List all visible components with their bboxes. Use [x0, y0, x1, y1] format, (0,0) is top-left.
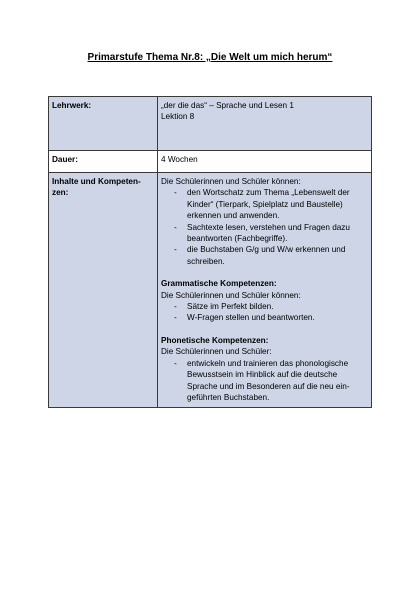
list-item: - entwickeln und trainieren das phonologische Bewusstsein im Hinblick auf die deutsche Sprache und im Besonderen auf die neu ein-geführten Buchstaben. [161, 358, 369, 404]
competences-intro: Die Schülerinnen und Schüler können: [161, 177, 301, 186]
list-item: - Sachtexte lesen, verstehen und Fragen dazu beantworten (Fachbegriffe). [161, 222, 369, 245]
list-item: - Sätze im Perfekt bilden. [161, 301, 369, 312]
table-row-lehrwerk [49, 97, 372, 151]
table-row-inhalte [49, 173, 372, 408]
list-item: - den Wortschatz zum Thema „Lebenswelt der Kinder“ (Tierpark, Spielplatz und Baustelle) erkennen und anwenden. [161, 187, 369, 221]
phonetic-list [161, 358, 369, 404]
table-row-dauer [49, 151, 372, 173]
grammar-list [161, 301, 369, 324]
lehrwerk-lesson: Lektion 8 [161, 112, 195, 122]
lehrwerk-value [158, 97, 372, 151]
phonetic-heading: Phonetische Kompetenzen: [161, 335, 269, 345]
curriculum-table [48, 96, 372, 408]
list-item: - die Buchstaben G/g und W/w erkennen und schreiben. [161, 244, 369, 267]
inhalte-label [49, 173, 158, 408]
lehrwerk-book: „der die das“ – Sprache und Lesen 1 [161, 101, 294, 110]
phonetic-intro: Die Schülerinnen und Schüler: [161, 347, 272, 357]
dauer-label: Dauer: [49, 151, 158, 173]
dauer-value: 4 Wochen [158, 151, 372, 173]
competences-list [161, 187, 369, 267]
grammar-heading: Grammatische Kompetenzen: [161, 279, 277, 289]
grammar-intro: Die Schülerinnen und Schüler können: [161, 290, 301, 300]
inhalte-label-line2: zen: [52, 188, 69, 198]
page-title: Primarstufe Thema Nr.8: „Die Welt um mich herum“ [87, 52, 333, 63]
lehrwerk-label: Lehrwerk: [49, 97, 158, 151]
inhalte-label-line1: Inhalte und Kompeten- [52, 177, 141, 186]
inhalte-content [158, 173, 372, 408]
list-item: - W-Fragen stellen und beantworten. [161, 312, 369, 323]
